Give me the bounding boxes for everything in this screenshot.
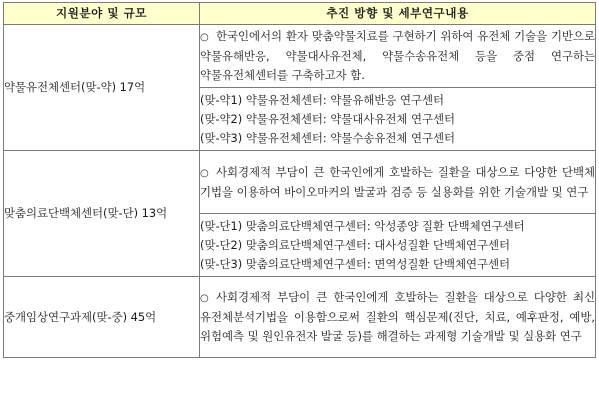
circle-bullet-icon: ○	[200, 167, 209, 179]
description-text: 한국인에서의 환자 맞춤약물치료를 구현하기 위하여 유전체 기술을 기반으로 약물유해반응, 약물대사유전체, 약물수송유전체 등을 중점 연구하는 약물유전체센터를 구축하고자 함.	[200, 29, 595, 82]
support-area-cell: 약물유전체센터(맞-약) 17억	[4, 25, 200, 151]
table-row	[4, 151, 596, 214]
sub-items-cell	[200, 88, 596, 151]
circle-bullet-icon: ○	[200, 32, 209, 43]
bullet-text	[200, 163, 595, 202]
bullet-text	[200, 288, 595, 346]
sub-item: (맞-약2) 약물유전체센터: 약물대사유전체 연구센터	[200, 111, 456, 126]
sub-item: (맞-단2) 맞춤의료단백체연구센터: 대사성질환 단백체연구센터	[200, 237, 511, 252]
support-plan-table	[3, 2, 596, 358]
support-area-cell: 맞춤의료단백체센터(맞-단) 13억	[4, 151, 200, 277]
bullet-text	[200, 27, 595, 85]
description-text: 사회경제적 부담이 큰 한국인에게 호발하는 질환을 대상으로 다양한 단백체 기법을 이용하여 바이오마커의 발굴과 검증 등 실용화를 위한 기술개발 및 연구	[200, 164, 595, 199]
circle-bullet-icon: ○	[200, 293, 209, 304]
support-area-cell: 중개임상연구과제(맞-중) 45억	[4, 277, 200, 358]
sub-item: (맞-약3) 약물유전체센터: 약물수송유전체 연구센터	[200, 130, 456, 145]
description-text: 사회경제적 부담이 큰 한국인에게 호발하는 질환을 대상으로 다양한 최신 유전체분석기법을 이용함으로써 질환의 핵심문제(진단, 치료, 예후판정, 예방, 위험예측 및 원인유전자 발굴 등)를 해결하는 과제형 기술개발 및 실용화 연구	[200, 290, 595, 343]
header-direction-content: 추진 방향 및 세부연구내용	[200, 3, 596, 25]
table-row	[4, 277, 596, 358]
sub-item: (맞-단1) 맞춤의료단백체연구센터: 악성종양 질환 단백체연구센터	[200, 218, 525, 233]
description-cell	[200, 151, 596, 214]
sub-item: (맞-단3) 맞춤의료단백체연구센터: 면역성질환 단백체연구센터	[200, 256, 511, 271]
table-row	[4, 25, 596, 88]
sub-item: (맞-약1) 약물유전체센터: 약물유해반응 연구센터	[200, 92, 445, 107]
sub-items-cell	[200, 214, 596, 277]
description-cell	[200, 25, 596, 88]
description-cell	[200, 277, 596, 358]
table-header-row	[4, 3, 596, 25]
header-support-area: 지원분야 및 규모	[4, 3, 200, 25]
